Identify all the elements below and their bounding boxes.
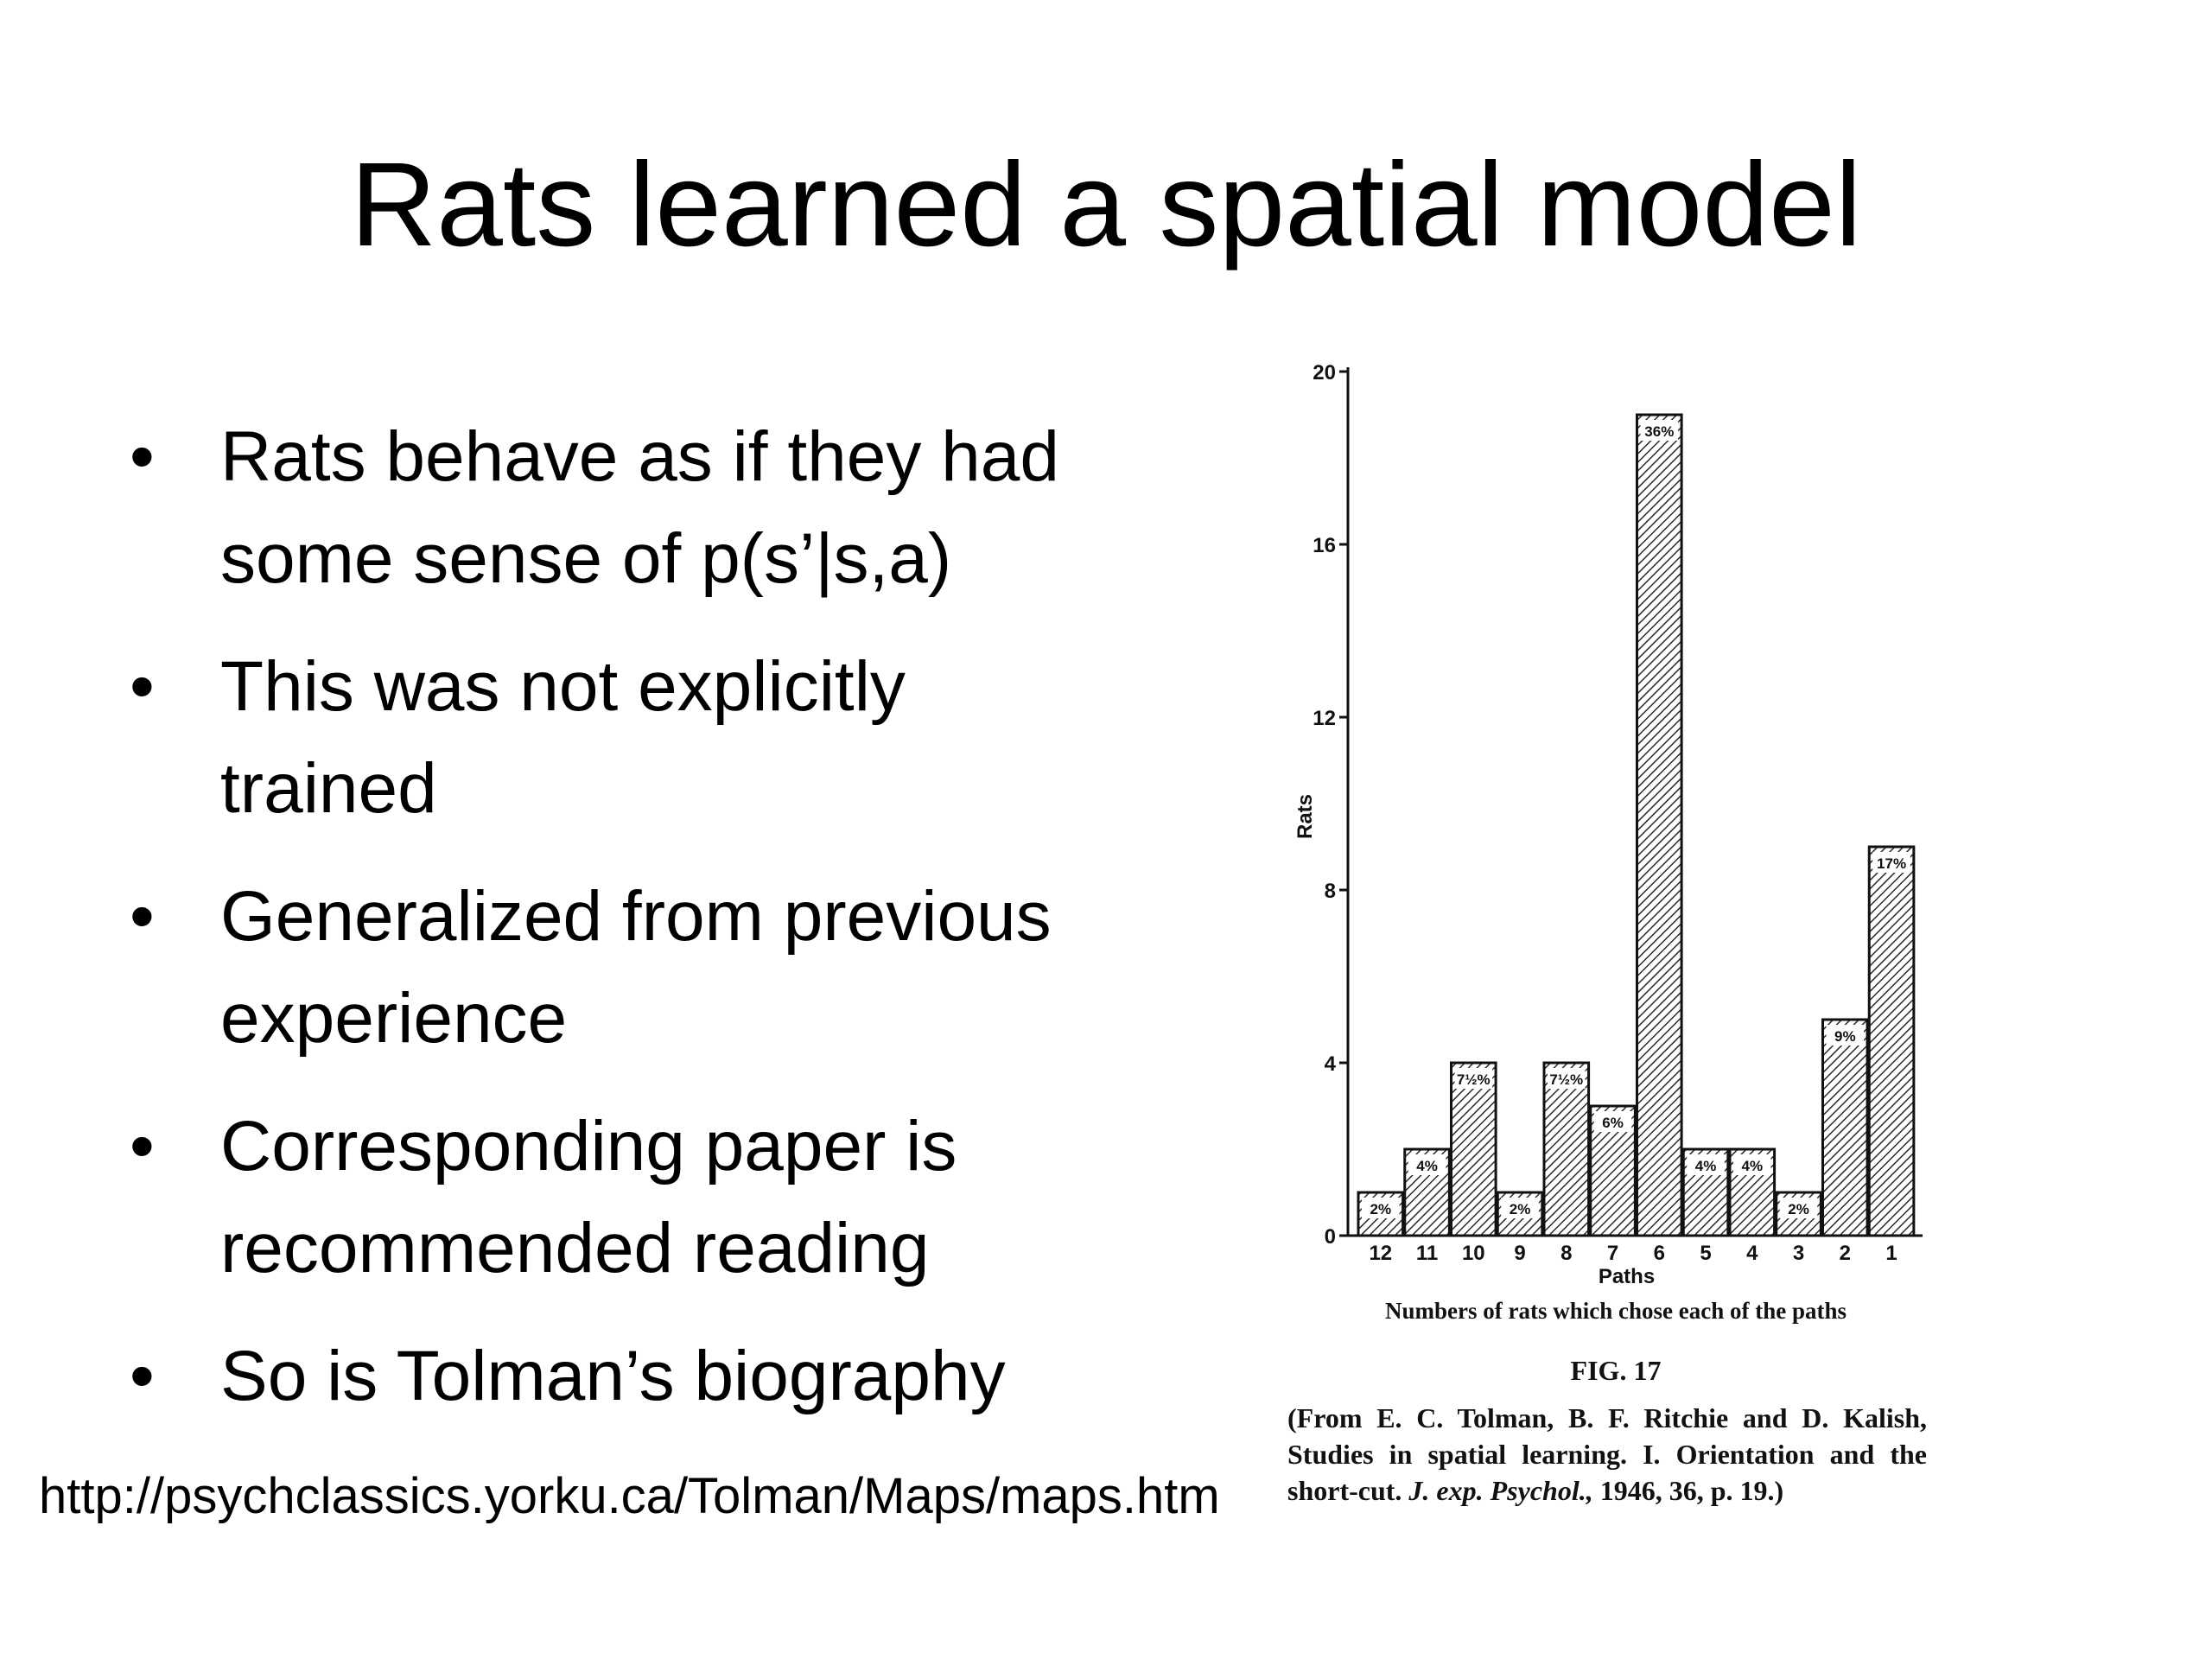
x-tick-label: 9 xyxy=(1514,1242,1526,1265)
bullet-item: • So is Tolman’s biography xyxy=(130,1325,1123,1427)
citation-journal: J. exp. Psychol., xyxy=(1408,1475,1593,1506)
data-label: 9% xyxy=(1834,1028,1856,1045)
x-tick-label: 12 xyxy=(1369,1242,1393,1265)
x-tick-label: 5 xyxy=(1700,1242,1712,1265)
citation-text: (From E. C. Tolman, B. F. Ritchie and D. Kalish, Studies in spatial learning. I. Orientation and the short-cut. xyxy=(1287,1402,1927,1506)
y-tick-label: 4 xyxy=(1324,1052,1336,1076)
bar xyxy=(1823,1020,1868,1236)
bullet-item: • Corresponding paper is recommended reading xyxy=(130,1096,1123,1300)
x-tick-label: 3 xyxy=(1792,1242,1805,1265)
y-tick-label: 20 xyxy=(1313,361,1336,385)
x-tick-label: 1 xyxy=(1885,1242,1897,1265)
bullet-item: • This was not explicitly trained xyxy=(130,636,1123,840)
y-axis-label: Rats xyxy=(1294,793,1317,840)
data-label: 4% xyxy=(1741,1158,1764,1174)
bar xyxy=(1637,415,1682,1236)
x-tick-label: 8 xyxy=(1560,1242,1573,1265)
y-tick-label: 8 xyxy=(1324,880,1336,903)
y-tick-label: 16 xyxy=(1313,534,1336,557)
y-tick-label: 12 xyxy=(1313,707,1336,730)
bullet-item: • Generalized from previous experience xyxy=(130,866,1123,1070)
bullet-list xyxy=(130,406,1123,1453)
x-tick-label: 2 xyxy=(1839,1242,1851,1265)
data-label: 7½% xyxy=(1456,1071,1491,1088)
data-label: 2% xyxy=(1509,1201,1531,1217)
figure-label: FIG. 17 xyxy=(1570,1355,1662,1386)
data-label: 2% xyxy=(1788,1201,1809,1217)
source-url: http://psychclassics.yorku.ca/Tolman/Maps/maps.htm xyxy=(39,1468,1220,1524)
x-axis-label: Paths xyxy=(1598,1265,1656,1288)
x-tick-label: 4 xyxy=(1746,1242,1758,1265)
x-tick-label: 11 xyxy=(1415,1242,1439,1265)
data-label: 2% xyxy=(1370,1201,1392,1217)
bullet-item: • Rats behave as if they had some sense of p(s’|s,a) xyxy=(130,406,1123,610)
data-label: 36% xyxy=(1644,423,1675,440)
bar xyxy=(1869,847,1914,1236)
bar-chart xyxy=(1279,350,1953,1300)
data-label: 7½% xyxy=(1549,1071,1584,1088)
citation-year: 1946, 36, p. 19.) xyxy=(1599,1475,1784,1506)
slide-title: Rats learned a spatial model xyxy=(350,138,1862,271)
data-label: 4% xyxy=(1416,1158,1438,1174)
data-label: 6% xyxy=(1602,1115,1624,1131)
figure-citation xyxy=(1287,1400,1927,1509)
x-tick-label: 10 xyxy=(1461,1242,1485,1265)
data-label: 17% xyxy=(1877,855,1907,872)
data-label: 4% xyxy=(1694,1158,1717,1174)
x-tick-label: 7 xyxy=(1606,1242,1619,1265)
y-tick-label: 0 xyxy=(1324,1225,1336,1249)
x-tick-label: 6 xyxy=(1653,1242,1665,1265)
chart-caption: Numbers of rats which chose each of the paths xyxy=(1385,1298,1847,1324)
